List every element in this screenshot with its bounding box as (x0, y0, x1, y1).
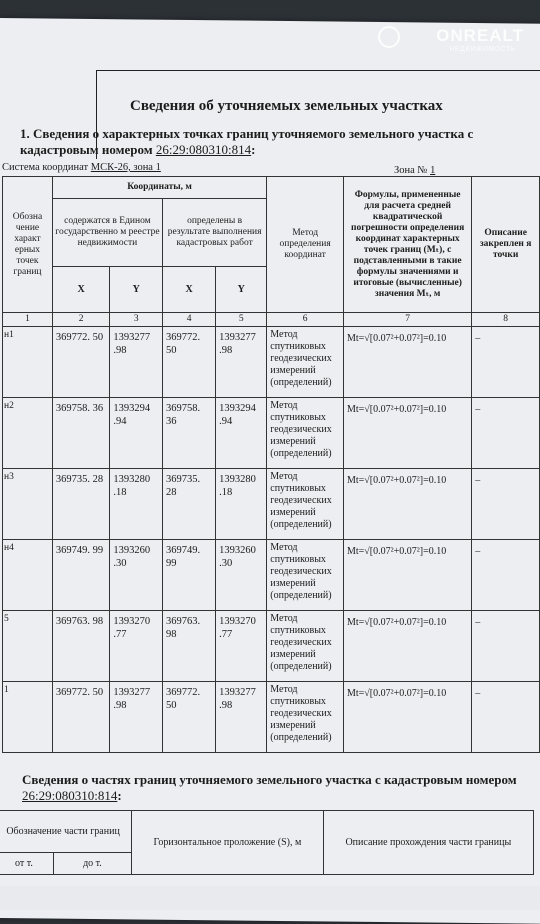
header-x2: X (162, 267, 215, 313)
x-determined: 369763. 98 (162, 611, 215, 682)
onrealt-logo-icon (378, 26, 400, 48)
col-num: 4 (162, 313, 215, 327)
point-description: – (472, 611, 540, 682)
x-registry: 369763. 98 (52, 611, 110, 682)
col-num: 6 (267, 313, 344, 327)
formula: Mt=√[0.07²+0.07²]=0.10 (343, 540, 471, 611)
header-y1: Y (110, 267, 163, 313)
y-registry: 1393294 .94 (110, 398, 163, 469)
coord-system (2, 162, 161, 173)
section1-lead: 1. Сведения о характерных точках границ уточняемого земельного участка с кадастровым номером (20, 126, 474, 157)
formula: Mt=√[0.07²+0.07²]=0.10 (343, 398, 471, 469)
table-row (3, 611, 540, 682)
boundary-parts-table (0, 810, 534, 875)
col-num: 8 (472, 313, 540, 327)
section1-heading (20, 126, 540, 158)
header-in-registry: содержатся в Едином государственно м реестре недвижимости (52, 199, 162, 267)
y-determined: 1393260 .30 (216, 540, 267, 611)
coord-system-value: МСК-26, зона 1 (90, 162, 161, 173)
y-determined: 1393280 .18 (216, 469, 267, 540)
page-title: Сведения об уточняемых земельных участках (130, 98, 443, 114)
section2-cadastral: 26:29:080310:814 (22, 788, 118, 803)
x-registry: 369772. 50 (52, 327, 110, 398)
point-description: – (472, 327, 540, 398)
point-name: н4 (3, 540, 53, 611)
point-name: 5 (3, 611, 53, 682)
formula: Mt=√[0.07²+0.07²]=0.10 (343, 682, 471, 753)
header-determined: определены в результате выполнения кадастровых работ (162, 199, 266, 267)
x-registry: 369749. 99 (52, 540, 110, 611)
zone-value: 1 (430, 165, 436, 176)
zone-label (394, 165, 435, 176)
formula: Mt=√[0.07²+0.07²]=0.10 (343, 327, 471, 398)
y-registry: 1393277 .98 (110, 327, 163, 398)
page-bottom-band (0, 886, 540, 910)
formula: Mt=√[0.07²+0.07²]=0.10 (343, 611, 471, 682)
col-num: 3 (110, 313, 163, 327)
parts-header-to: до т. (53, 853, 131, 875)
x-registry: 369758. 36 (52, 398, 110, 469)
section2-heading (22, 772, 540, 804)
formula: Mt=√[0.07²+0.07²]=0.10 (343, 469, 471, 540)
y-determined: 1393294 .94 (216, 398, 267, 469)
header-description: Описание закреплен я точки (472, 177, 540, 313)
section2-colon: : (117, 788, 122, 803)
x-registry: 369735. 28 (52, 469, 110, 540)
watermark-sub: НЕДВИЖИМОСТЬ (449, 46, 516, 53)
table-row (3, 469, 540, 540)
method: Метод спутниковых геодезических измерений (определений) (267, 540, 344, 611)
watermark-brand: ONREALT (436, 26, 524, 45)
header-method: Метод определения координат (267, 177, 344, 313)
table-row (3, 327, 540, 398)
point-description: – (472, 398, 540, 469)
x-determined: 369758. 36 (162, 398, 215, 469)
point-name: 1 (3, 682, 53, 753)
y-determined: 1393277 .98 (216, 682, 267, 753)
point-description: – (472, 469, 540, 540)
x-determined: 369735. 28 (162, 469, 215, 540)
point-name: н1 (3, 327, 53, 398)
col-num: 1 (3, 313, 53, 327)
point-description: – (472, 540, 540, 611)
header-coords: Координаты, м (52, 177, 266, 199)
point-description: – (472, 682, 540, 753)
header-x1: X (52, 267, 110, 313)
method: Метод спутниковых геодезических измерений (определений) (267, 682, 344, 753)
col-num: 2 (52, 313, 110, 327)
parts-header-description: Описание прохождения части границы (323, 811, 533, 875)
points-table (2, 176, 540, 753)
method: Метод спутниковых геодезических измерений (определений) (267, 327, 344, 398)
y-registry: 1393280 .18 (110, 469, 163, 540)
method: Метод спутниковых геодезических измерений (определений) (267, 611, 344, 682)
x-determined: 369772. 50 (162, 682, 215, 753)
header-designation: Обозна чение характ ерных точек границ (3, 177, 53, 313)
header-y2: Y (216, 267, 267, 313)
parts-header-designation: Обозначение части границ (0, 811, 132, 853)
col-num: 5 (216, 313, 267, 327)
point-name: н3 (3, 469, 53, 540)
section1-cadastral: 26:29:080310:814 (155, 142, 252, 157)
table-row (3, 540, 540, 611)
coord-system-label: Система координат (2, 162, 89, 173)
table-row (3, 682, 540, 753)
x-registry: 369772. 50 (52, 682, 110, 753)
x-determined: 369749. 99 (162, 540, 215, 611)
method: Метод спутниковых геодезических измерений (определений) (267, 398, 344, 469)
parts-header-horizontal: Горизонтальное проложение (S), м (132, 811, 324, 875)
table-row (3, 398, 540, 469)
y-determined: 1393277 .98 (216, 327, 267, 398)
section2-lead: Сведения о частях границ уточняемого земельного участка с кадастровым номером (22, 772, 517, 787)
x-determined: 369772. 50 (162, 327, 215, 398)
y-registry: 1393260 .30 (110, 540, 163, 611)
method: Метод спутниковых геодезических измерений (определений) (267, 469, 344, 540)
y-registry: 1393277 .98 (110, 682, 163, 753)
zone-label-text: Зона № (394, 165, 428, 176)
parts-header-from: от т. (0, 853, 53, 875)
point-name: н2 (3, 398, 53, 469)
y-registry: 1393270 .77 (110, 611, 163, 682)
section1-colon: : (251, 142, 256, 157)
col-num: 7 (343, 313, 471, 327)
header-formulas: Формулы, примененные для расчета средней квадратической погрешности определения координат характерных точек границ (Mₜ), с подставленными в такие формулы значениями и итоговые (вычисленные) значения Mₜ, м (343, 177, 471, 313)
y-determined: 1393270 .77 (216, 611, 267, 682)
